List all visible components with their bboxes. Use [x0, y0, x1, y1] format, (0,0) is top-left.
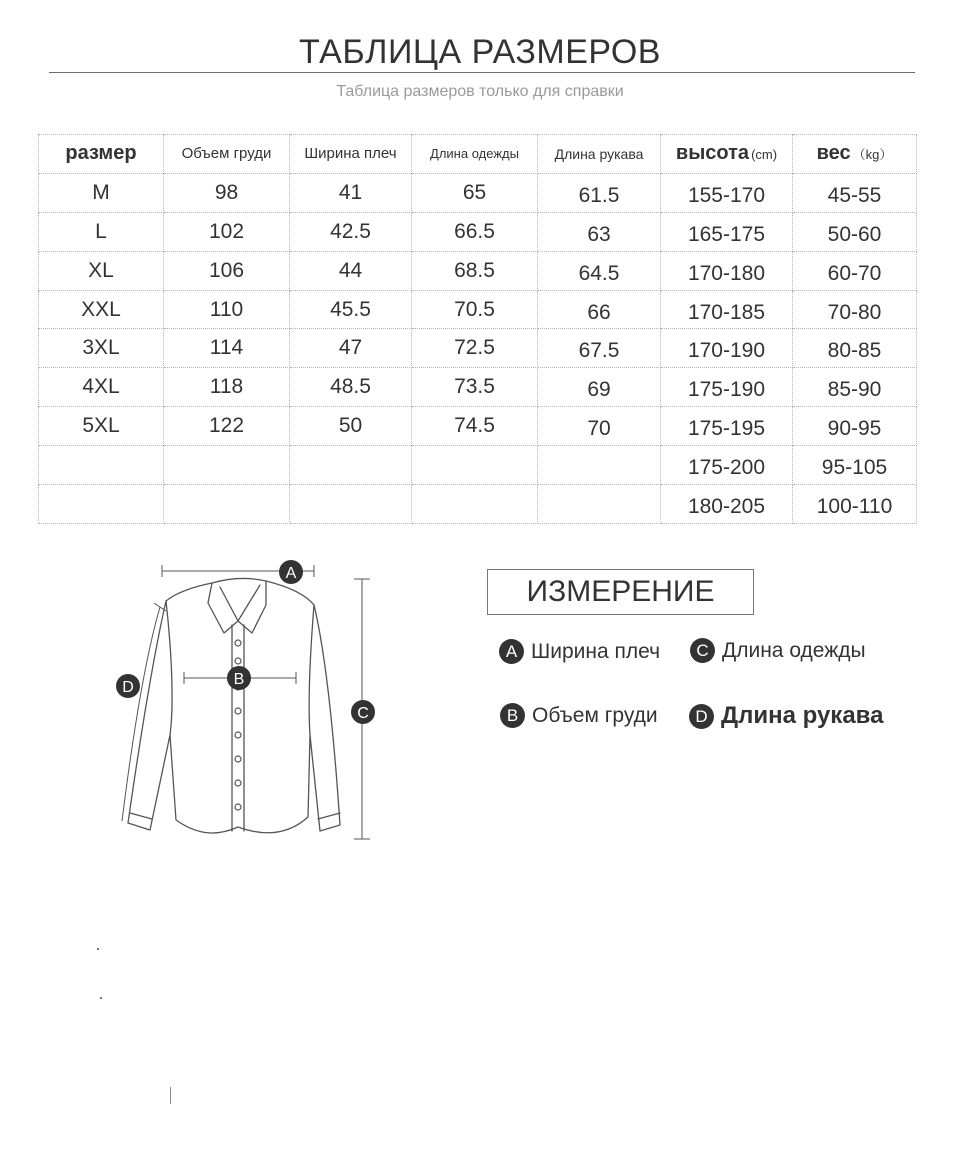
cell-weight: 100-110 [793, 485, 917, 524]
shirt-outline [128, 581, 340, 833]
cell-chest: 110 [164, 290, 290, 329]
size-table [38, 134, 917, 524]
cell-height: 170-185 [661, 290, 793, 329]
cell-length [412, 446, 538, 485]
cell-size: 5XL [39, 407, 164, 446]
cell-chest: 98 [164, 173, 290, 212]
cell-height: 170-180 [661, 251, 793, 290]
cell-length: 74.5 [412, 407, 538, 446]
page-title: ТАБЛИЦА РАЗМЕРОВ [299, 33, 661, 71]
cell-sleeve: 66 [538, 290, 661, 329]
legend-item-b [500, 703, 658, 728]
shirt-diagram [100, 555, 390, 855]
cell-chest [164, 446, 290, 485]
cell-shoulder: 47 [290, 329, 412, 368]
legend-a-icon: A [499, 639, 524, 664]
measurement-title: ИЗМЕРЕНИЕ [487, 569, 754, 615]
cuff-left [130, 813, 152, 819]
cell-shoulder: 45.5 [290, 290, 412, 329]
legend-item-d [689, 702, 883, 730]
header-height-label: высота [675, 142, 750, 165]
decorative-line [170, 1087, 171, 1104]
cell-length: 68.5 [412, 251, 538, 290]
cell-size [39, 446, 164, 485]
header-weight-label: вес [816, 142, 851, 165]
title-divider [49, 72, 915, 73]
legend-item-a [499, 639, 660, 664]
table-body [39, 173, 917, 523]
header-length: Длина одежды [412, 135, 538, 174]
shirt-button [235, 732, 241, 738]
cell-sleeve: 67.5 [538, 329, 661, 368]
cuff-right [318, 813, 340, 819]
header-shoulder: Ширина плеч [290, 135, 412, 174]
cell-length [412, 485, 538, 524]
cell-height: 170-190 [661, 329, 793, 368]
marker-c-label: C [357, 705, 369, 722]
cell-weight: 45-55 [793, 173, 917, 212]
cell-shoulder [290, 446, 412, 485]
cell-sleeve: 64.5 [538, 251, 661, 290]
cell-chest: 118 [164, 368, 290, 407]
header-chest: Объем груди [164, 135, 290, 174]
table-row [39, 173, 917, 212]
cell-length: 70.5 [412, 290, 538, 329]
cell-length: 66.5 [412, 212, 538, 251]
cell-weight: 95-105 [793, 446, 917, 485]
sleeve-measure-line [122, 607, 160, 821]
cell-chest: 122 [164, 407, 290, 446]
cell-height: 180-205 [661, 485, 793, 524]
cell-size [39, 485, 164, 524]
shirt-button [235, 756, 241, 762]
cell-chest: 102 [164, 212, 290, 251]
page-subtitle: Таблица размеров только для справки [336, 83, 624, 100]
header-weight [793, 135, 917, 174]
header-size: размер [39, 135, 164, 174]
marker-d-label: D [122, 679, 134, 696]
shirt-button [235, 658, 241, 664]
cell-height: 175-200 [661, 446, 793, 485]
table-row [39, 407, 917, 446]
cell-shoulder: 41 [290, 173, 412, 212]
cell-height: 155-170 [661, 173, 793, 212]
cell-size: XL [39, 251, 164, 290]
table-row [39, 212, 917, 251]
cell-weight: 70-80 [793, 290, 917, 329]
cell-sleeve: 69 [538, 368, 661, 407]
sleeve-seam-left [166, 601, 172, 735]
cell-sleeve: 70 [538, 407, 661, 446]
header-height-unit: (cm) [751, 147, 778, 163]
header-height [661, 135, 793, 174]
shirt-button [235, 804, 241, 810]
header-sleeve: Длина рукава [538, 135, 661, 174]
cell-sleeve: 63 [538, 212, 661, 251]
legend-c-label: Длина одежды [722, 638, 866, 662]
cell-height: 165-175 [661, 212, 793, 251]
cell-shoulder: 44 [290, 251, 412, 290]
cell-weight: 50-60 [793, 212, 917, 251]
legend-b-icon: B [500, 703, 525, 728]
marker-b-label: B [233, 671, 245, 688]
table-row [39, 251, 917, 290]
cell-sleeve: 61.5 [538, 173, 661, 212]
cell-length: 72.5 [412, 329, 538, 368]
cell-length: 65 [412, 173, 538, 212]
table-row [39, 368, 917, 407]
cell-size: 3XL [39, 329, 164, 368]
cell-length: 73.5 [412, 368, 538, 407]
cell-shoulder [290, 485, 412, 524]
cell-shoulder: 48.5 [290, 368, 412, 407]
legend-a-label: Ширина плеч [531, 639, 661, 663]
legend-d-label: Длина рукава [721, 702, 884, 729]
cell-size: L [39, 212, 164, 251]
cell-height: 175-190 [661, 368, 793, 407]
shirt-button [235, 780, 241, 786]
collar-inner [220, 585, 260, 621]
cell-weight: 90-95 [793, 407, 917, 446]
legend-d-icon: D [689, 704, 714, 729]
sleeve-seam-right [309, 605, 314, 735]
cell-size: XXL [39, 290, 164, 329]
marker-a-label: A [285, 565, 297, 582]
shirt-collar [208, 578, 266, 633]
cell-weight: 85-90 [793, 368, 917, 407]
shirt-button [235, 640, 241, 646]
cell-size: 4XL [39, 368, 164, 407]
legend-c-icon: C [690, 638, 715, 663]
cell-weight: 80-85 [793, 329, 917, 368]
cell-chest: 106 [164, 251, 290, 290]
cell-chest [164, 485, 290, 524]
cell-weight: 60-70 [793, 251, 917, 290]
cell-chest: 114 [164, 329, 290, 368]
table-row [39, 290, 917, 329]
decorative-dot [97, 948, 99, 950]
cell-sleeve [538, 485, 661, 524]
cell-shoulder: 42.5 [290, 212, 412, 251]
decorative-dot [100, 997, 102, 999]
cell-shoulder: 50 [290, 407, 412, 446]
legend-b-label: Объем груди [532, 703, 658, 727]
cell-size: M [39, 173, 164, 212]
shirt-placket [232, 625, 244, 831]
shirt-button [235, 708, 241, 714]
table-header-row [39, 135, 917, 174]
header-weight-unit: （kg） [852, 147, 893, 163]
cell-height: 175-195 [661, 407, 793, 446]
cell-sleeve [538, 446, 661, 485]
table-row [39, 446, 917, 485]
legend-item-c [690, 638, 866, 663]
table-row [39, 329, 917, 368]
table-row [39, 485, 917, 524]
